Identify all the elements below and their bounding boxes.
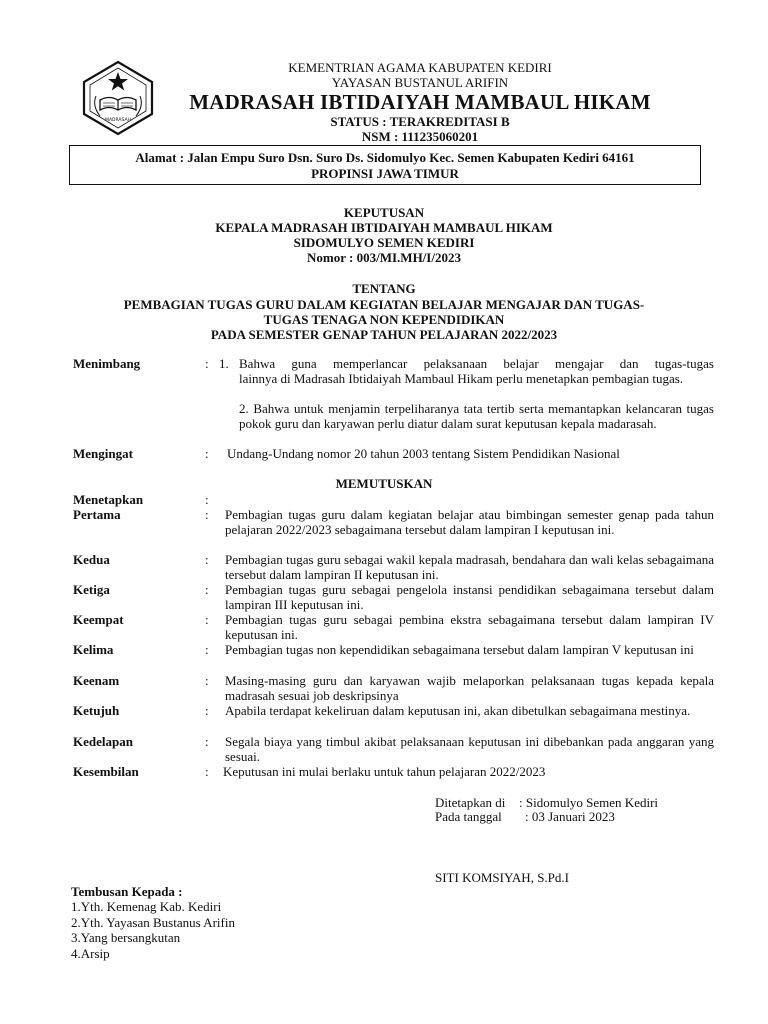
mengingat-text: Undang-Undang nomor 20 tahun 2003 tentang Sistem Pendidikan Nasional	[227, 446, 620, 461]
keputusan-heading: KEPUTUSAN	[343, 205, 425, 220]
point-text: Keputusan ini mulai berlaku untuk tahun pelajaran 2022/2023	[223, 764, 546, 779]
svg-text:MADRASAH: MADRASAH	[105, 118, 131, 123]
lokasi-heading: SIDOMULYO SEMEN KEDIRI	[293, 235, 475, 250]
tentang-heading: TENTANG	[352, 281, 416, 296]
header-line-1: KEMENTRIAN AGAMA KABUPATEN KEDIRI	[288, 60, 552, 75]
point-text: Apabila terdapat kekeliruan dalam keputusan ini, akan dibetulkan sebagaimana mestinya.	[225, 703, 691, 718]
tanggal-value: : 03 Januari 2023	[525, 809, 615, 824]
mengingat-label: Mengingat	[73, 446, 133, 461]
school-status: STATUS : TERAKREDITASI B	[330, 114, 510, 129]
tentang-line-3: PADA SEMESTER GENAP TAHUN PELAJARAN 2022/2023	[210, 327, 558, 342]
menimbang-label: Menimbang	[73, 356, 141, 371]
decision-title	[60, 205, 708, 265]
tembusan-item: 2.Yth. Yayasan Bustanus Arifin	[71, 915, 235, 930]
point-text: Pembagian tugas guru dalam kegiatan belajar atau bimbingan semester genap pada tahun pelajaran 2022/2023 sebagaimana tersebut dalam lampiran I keputusan ini.	[225, 507, 714, 537]
menetapkan-label: Menetapkan	[73, 492, 144, 507]
point-label: Keenam	[73, 673, 120, 688]
tentang-line-1: PEMBAGIAN TUGAS GURU DALAM KEGIATAN BELAJAR MENGAJAR DAN TUGAS-	[123, 297, 645, 312]
tentang-line-2: TUGAS TENAGA NON KEPENDIDIKAN	[263, 312, 505, 327]
menimbang-item2: 2. Bahwa untuk menjamin terpeliharanya tata tertib serta memantapkan kelancaran tugas pokok guru dan karyawan perlu diatur dalam surat keputusan kepala madarasah.	[239, 401, 714, 431]
point-text: Segala biaya yang timbul akibat pelaksanaan keputusan ini dibebankan pada anggaran yang sesuai.	[225, 734, 714, 764]
kepala-heading: KEPALA MADRASAH IBTIDAIYAH MAMBAUL HIKAM	[215, 220, 553, 235]
point-text: Pembagian tugas guru sebagai pengelola instansi pendidikan sebagaimana tersebut dalam lampiran III keputusan ini.	[225, 582, 714, 612]
mengingat-colon: :	[205, 446, 209, 461]
point-colon: :	[205, 673, 209, 688]
point-colon: :	[205, 734, 209, 749]
tanggal-line	[435, 809, 615, 824]
point-colon: :	[205, 612, 209, 627]
tembusan-item: 1.Yth. Kemenag Kab. Kediri	[71, 899, 222, 914]
nomor-heading: Nomor : 003/MI.MH/I/2023	[307, 250, 461, 265]
tanggal-label: Pada tanggal	[435, 809, 502, 824]
point-colon: :	[205, 552, 209, 567]
madrasah-logo-icon	[78, 58, 158, 138]
point-label: Pertama	[73, 507, 121, 522]
menimbang-item1-number: 1.	[219, 356, 229, 371]
signatory-name: SITI KOMSIYAH, S.Pd.I	[435, 870, 569, 885]
menimbang-item1-rest: lainnya di Madrasah Ibtidaiyah Mambaul Hikam perlu menetapkan pembagian tugas.	[239, 371, 684, 386]
header-line-2: YAYASAN BUSTANUL ARIFIN	[331, 75, 509, 90]
menetapkan-colon: :	[205, 492, 209, 507]
school-name: MADRASAH IBTIDAIYAH MAMBAUL HIKAM	[189, 90, 651, 114]
point-label: Ketujuh	[73, 703, 120, 718]
point-label: Kedua	[73, 552, 110, 567]
ditetapkan-label: Ditetapkan di	[435, 795, 506, 810]
point-colon: :	[205, 764, 209, 779]
ditetapkan-line	[435, 795, 659, 810]
point-label: Ketiga	[73, 582, 110, 597]
tembusan-item: 4.Arsip	[71, 946, 110, 961]
point-label: Kedelapan	[73, 734, 133, 749]
ditetapkan-value: : Sidomulyo Semen Kediri	[519, 795, 659, 810]
address-box	[69, 145, 701, 185]
point-label: Kelima	[73, 642, 114, 657]
point-text: Masing-masing guru dan karyawan wajib melaporkan pelaksanaan tugas kepada kepala madrasah sesuai job deskripsinya	[225, 673, 714, 703]
point-text: Pembagian tugas guru sebagai pembina ekstra sebagaimana tersebut dalam lampiran IV keputusan ini.	[225, 612, 714, 642]
school-nsm: NSM : 111235060201	[361, 129, 479, 144]
letterhead	[150, 60, 690, 144]
menimbang-item1-line1: Bahwa guna memperlancar pelaksanaan belajar mengajar dan tugas-tugas	[239, 356, 714, 371]
tembusan-heading: Tembusan Kepada :	[71, 884, 183, 899]
address-province: PROPINSI JAWA TIMUR	[311, 166, 459, 181]
tembusan-item: 3.Yang bersangkutan	[71, 930, 181, 945]
address-line: Alamat : Jalan Empu Suro Dsn. Suro Ds. Sidomulyo Kec. Semen Kabupaten Kediri 64161	[135, 150, 635, 165]
point-colon: :	[205, 507, 209, 522]
point-colon: :	[205, 642, 209, 657]
point-text: Pembagian tugas guru sebagai wakil kepala madrasah, bendahara dan wali kelas sebagaimana tersebut dalam lampiran II keputusan ini.	[225, 552, 714, 582]
point-label: Keempat	[73, 612, 124, 627]
point-label: Kesembilan	[73, 764, 139, 779]
point-colon: :	[205, 582, 209, 597]
menimbang-colon: :	[205, 356, 209, 371]
memutuskan-heading: MEMUTUSKAN	[335, 476, 433, 491]
tentang-block	[60, 281, 708, 342]
point-colon: :	[205, 703, 209, 718]
point-text: Pembagian tugas non kependidikan sebagaimana tersebut dalam lampiran V keputusan ini	[225, 642, 694, 657]
